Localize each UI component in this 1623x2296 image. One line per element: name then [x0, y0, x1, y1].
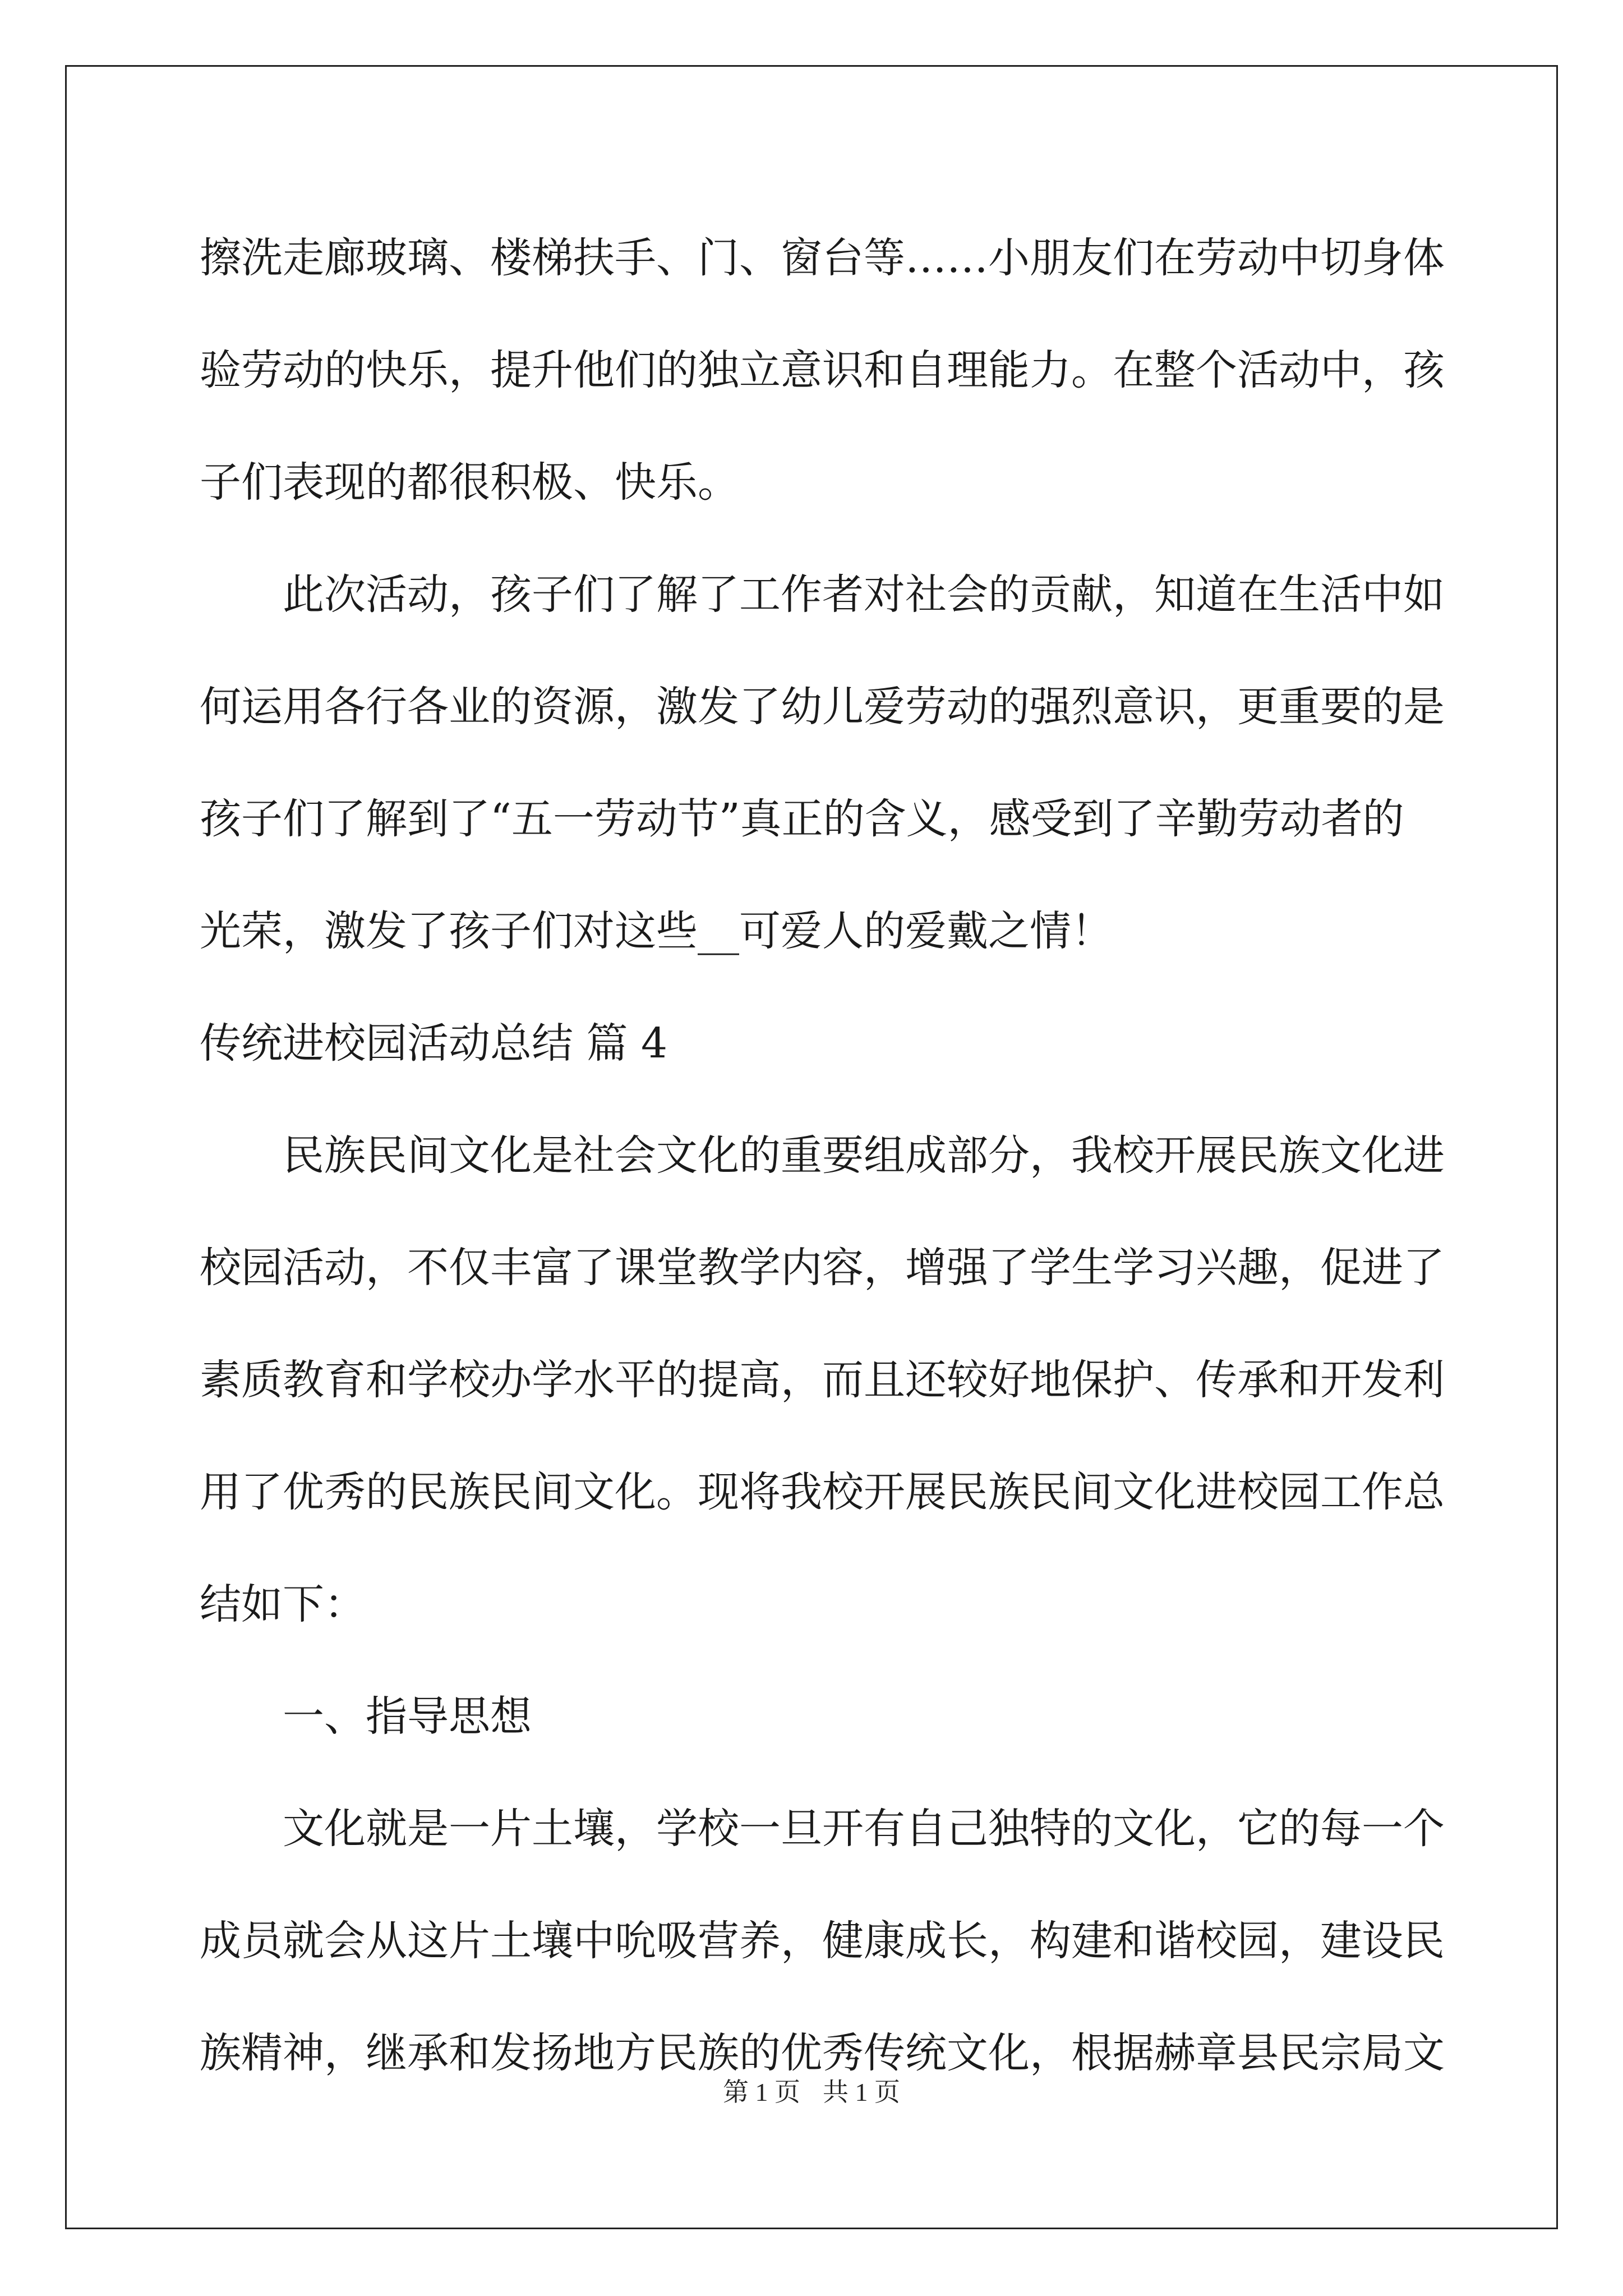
text-line: 素质教育和学校办学水平的提高，而且还较好地保护、传承和开发利: [200, 1356, 1445, 1404]
page-number: 第 1 页: [723, 2078, 800, 2106]
text-line: 校园活动，不仅丰富了课堂教学内容，增强了学生学习兴趣，促进了: [200, 1244, 1445, 1292]
document-body: [200, 202, 1445, 2109]
page-footer: [0, 2076, 1623, 2109]
text-line: 成员就会从这片土壤中吮吸营养，健康成长，构建和谐校园，建设民: [200, 1917, 1445, 1965]
section-heading: 传统进校园活动总结 篇 4: [200, 1019, 668, 1068]
text-line: 光荣，激发了孩子们对这些__可爱人的爱戴之情！: [200, 907, 1113, 955]
text-line: 民族民间文化是社会文化的重要组成部分，我校开展民族文化进: [283, 1131, 1445, 1180]
text-line: 子们表现的都很积极、快乐。: [200, 458, 739, 507]
text-line: 验劳动的快乐，提升他们的独立意识和自理能力。在整个活动中，孩: [200, 346, 1445, 394]
text-line: 何运用各行各业的资源，激发了幼儿爱劳动的强烈意识，更重要的是: [200, 683, 1445, 731]
text-line: 孩子们了解到了“五一劳动节”真正的含义，感受到了辛勤劳动者的: [200, 795, 1404, 843]
text-line: 族精神，继承和发扬地方民族的优秀传统文化，根据赫章县民宗局文: [200, 2029, 1445, 2077]
text-line: 文化就是一片土壤，学校一旦开有自己独特的文化，它的每一个: [283, 1805, 1445, 1853]
text-line: 此次活动，孩子们了解了工作者对社会的贡献，知道在生活中如: [283, 570, 1445, 619]
text-line: 擦洗走廊玻璃、楼梯扶手、门、窗台等……小朋友们在劳动中切身体: [200, 234, 1445, 282]
page-total: 共 1 页: [823, 2078, 900, 2106]
subheading-guiding-ideology: 一、指导思想: [283, 1692, 532, 1741]
text-line: 用了优秀的民族民间文化。现将我校开展民族民间文化进校园工作总: [200, 1468, 1445, 1516]
text-line: 结如下：: [200, 1580, 366, 1628]
